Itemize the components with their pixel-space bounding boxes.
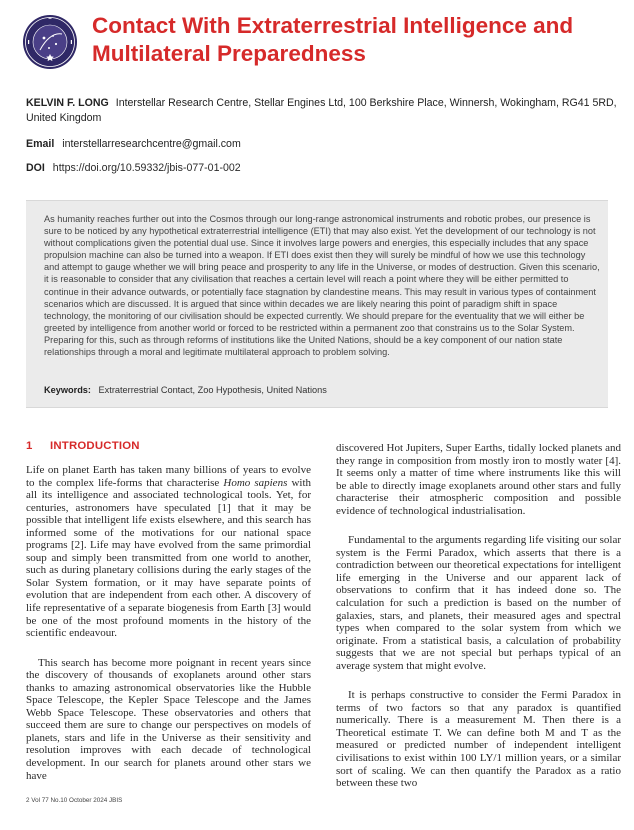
doi-label: DOI: [26, 162, 45, 174]
abstract-text: As humanity reaches further out into the Cosmos through our long-range astronomical instruments and robotic probes, our presence is sure to be noticed by any hypothetical extraterrestrial intelligence (ETI) that may also exist. Yet the development of our technology is not without complications given the potential dual use. Since it involves large powers and energies, this especially includes that any space propulsion machine can also be turned into a weapon. If ETI does exist then they will surely be mindful of how we use this technology and attempt to gauge whether we will bring peace and prosperity to any life in the Universe, or modes of destruction. Given this scenario, it is reasonable to consider that any civilisation that reaches a certain level will reach a point where they will be either permitted to continue in their advance outwards, or potentially face stagnation by clandestine means. This may result in various types of containment scenarios which are discussed. It is argued that since within decades we are likely nearing this point of paradigm shift in space technology, the monitoring of our civilisation should be expected currently. We should prepare for the eventuality that we will either be greeted by intelligence from another world or forced to be restricted within a permanent zoo that constrains us to the Solar System. Preparing for this, such as through reforms of institutions like the United Nations, should be a key component of our nation state relationships through a moral and legitimate multilateral approach to problem solving.: [44, 214, 600, 358]
section-number: 1: [26, 440, 33, 452]
email-label: Email: [26, 138, 55, 150]
page-footer: 2 Vol 77 No.10 October 2024 JBIS: [26, 797, 123, 804]
author-block: [26, 96, 626, 126]
author-name: KELVIN F. LONG: [26, 97, 109, 109]
paragraph: It is perhaps constructive to consider the Fermi Paradox in terms of two factors so that any paradox is quantified numerically. There is a measurement M. Then there is a Theoretical estimate T. We can define both M and T as the measured or predicted number of independent intelligent civilisations to exist within 100 LY/1 million years, or a similar sort of scaling. We can then quantify the Paradox as a ratio between these two: [336, 689, 621, 790]
doi-link[interactable]: https://doi.org/10.59332/jbis-077-01-002: [52, 162, 241, 174]
doi-line: [26, 162, 241, 174]
left-column: [26, 464, 311, 782]
section-heading: [26, 440, 140, 452]
page-title: Contact With Extraterrestrial Intelligence and Multilateral Preparedness: [92, 13, 574, 66]
bis-seal-icon: [22, 14, 78, 70]
paragraph: This search has become more poignant in recent years since the discovery of thousands of exoplanets around other stars thanks to amazing astronomical observatories like the Hubble Space Telescope, the Kepler Space Telescope and the James Webb Space Telescope. These observatories and others that succeed them are sure to change our perspectives on models of planets, stars and life in the Universe as their sensitivity and resolution improves with each decade of technological development. In our search for planets around other stars we have: [26, 656, 311, 782]
author-affiliation: Interstellar Research Centre, Stellar Engines Ltd, 100 Berkshire Place, Winnersh, Wokingham, RG41 5RD, United Kingdom: [26, 97, 617, 124]
keywords-label: Keywords:: [44, 385, 91, 395]
email-value[interactable]: interstellarresearchcentre@gmail.com: [62, 138, 241, 150]
keywords-value: Extraterrestrial Contact, Zoo Hypothesis, United Nations: [98, 385, 327, 395]
paragraph: discovered Hot Jupiters, Super Earths, tidally locked planets and they range in composition from mostly iron to mostly water [4]. It seems only a matter of time where instruments like this will be able to directly image exoplanets around other stars and fully characterise their atmospheric composition and possible evidence of technological industrialisation.: [336, 442, 621, 517]
paragraph: Life on planet Earth has taken many billions of years to evolve to the complex life-forms that characterise Homo sapiens with all its intelligence and associated technological tools. Yet, for centuries, astronomers have speculated [1] that it may be possible that intelligent life exists elsewhere, and this search has informed some of the motivations for our national space programs [2]. Life may have evolved from the same primordial soup and simply been transmitted from one world to another, such as during planetary collisions during the early stages of the Solar System formation, or it may have separate points of evolution that are independent from each other. A discovery of life representative of a separate biogenesis from Earth [3] would be one of the most profound moments in the history of the scientific endeavour.: [26, 464, 311, 640]
section-title: INTRODUCTION: [50, 440, 140, 452]
right-column: [336, 442, 621, 790]
email-line: [26, 138, 241, 150]
paragraph: Fundamental to the arguments regarding life visiting our solar system is the Fermi Paradox, which asserts that there is a contradiction between our theoretical expectations for intelligent life emerging in the Universe and our apparent lack of observations to confirm that it has indeed done so. The calculation for such a prediction is based on the number of galaxies, stars, and planets, their measured ages and spectral types when compared to the solar system from which we originate. From a statistical basis, a calculation of probability suggests that we are not special but perhaps typical of an average system that might evolve.: [336, 534, 621, 672]
keywords-line: [44, 385, 327, 395]
abstract-box: [26, 200, 608, 408]
